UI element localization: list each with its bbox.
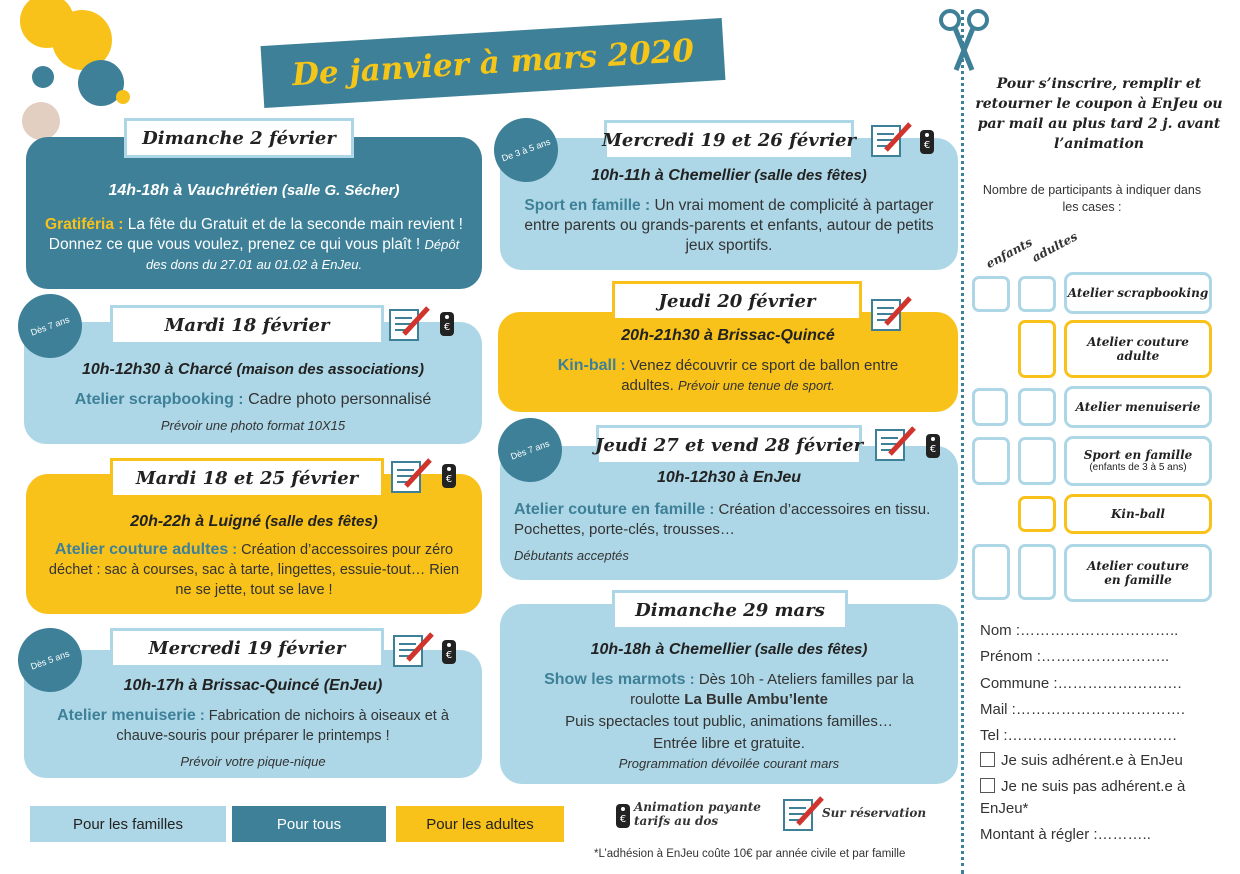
event-date: Mercredi 19 février	[110, 628, 384, 668]
event-description: La fête du Gratuit et de la seconde main revient ! Donnez ce que vous voulez, prenez ce qui vous plaît !	[48, 216, 463, 253]
event-activity: Gratiféria	[45, 216, 114, 233]
euro-tag-icon	[440, 634, 458, 666]
coupon-instructions: Nombre de participants à indiquer dans les cases :	[982, 183, 1202, 214]
legend-all: Pour tous	[232, 806, 386, 842]
event-card: 10h-17h à Brissac-Quincé (EnJeu) Atelier menuiserie : Fabrication de nichoirs à oiseaux et à chauve-souris pour préparer le printemps ! Prévoir votre pique-nique	[24, 650, 482, 778]
event-card: 20h-22h à Luigné (salle des fêtes) Atelier couture adultes : Création d’accessoires pour zéro déchet : sac à courses, sac à tarte, lingettes, essuie-tout… Rien ne se jette, tout se lave !	[26, 474, 482, 614]
tel-field[interactable]: Tel :…………………………….	[980, 727, 1177, 744]
event-card: 14h-18h à Vauchrétien (salle G. Sécher) Gratiféria : La fête du Gratuit et de la seconde main revient ! Donnez ce que vous voulez, prenez ce qui vous plaît ! Dépôt des dons du 27.01 au 01.02 à EnJeu.	[26, 137, 482, 289]
coupon-activity: Atelier couture en famille	[1064, 544, 1212, 602]
event-date: Mercredi 19 et 26 février	[604, 120, 854, 160]
legend-paid: Animation payante tarifs au dos	[634, 800, 761, 828]
event-card: 10h-12h30 à EnJeu Atelier couture en famille : Création d’accessoires en tissu. Pochettes, porte-clés, trousses… Débutants acceptés	[500, 446, 958, 580]
page-title: De janvier à mars 2020	[291, 32, 695, 94]
checkbox[interactable]	[980, 778, 995, 793]
children-count-box[interactable]	[972, 388, 1008, 426]
title-banner	[261, 18, 726, 108]
legend-families: Pour les familles	[30, 806, 226, 842]
event-date: Mardi 18 et 25 février	[110, 458, 384, 498]
decor-circle	[116, 90, 130, 104]
euro-tag-icon	[918, 124, 936, 156]
age-badge: Dès 7 ans	[489, 409, 571, 491]
age-badge: Dès 5 ans	[9, 619, 91, 701]
adults-count-box[interactable]	[1018, 320, 1056, 378]
coupon-intro: Pour s’inscrire, remplir et retourner le coupon à EnJeu ou par mail au plus tard 2 j. avant l’animation	[975, 76, 1223, 152]
reservation-icon	[872, 424, 918, 464]
svg-text:€: €	[929, 444, 937, 455]
coupon-activity: Atelier menuiserie	[1064, 386, 1212, 428]
col-adults-label: adultes	[1029, 229, 1080, 265]
age-badge: Dès 7 ans	[9, 285, 91, 367]
checkbox[interactable]	[980, 752, 995, 767]
svg-text:€: €	[619, 814, 627, 825]
member-checkbox[interactable]: Je suis adhérent.e à EnJeu	[980, 752, 1183, 769]
reservation-icon	[868, 294, 914, 334]
reservation-icon	[386, 304, 432, 344]
nonmember-checkbox[interactable]: Je ne suis pas adhérent.e à EnJeu*	[980, 778, 1186, 817]
coupon-activity: Atelier couture adulte	[1064, 320, 1212, 378]
euro-tag-icon	[438, 306, 456, 338]
event-date: Jeudi 27 et vend 28 février	[596, 425, 862, 465]
event-date: Dimanche 2 février	[124, 118, 354, 158]
event-note: Dépôt des dons du 27.01 au 01.02 à EnJeu.	[145, 237, 460, 272]
adults-count-box[interactable]	[1018, 276, 1056, 312]
firstname-field[interactable]: Prénom :……………………..	[980, 648, 1170, 665]
scissors-icon	[936, 8, 992, 72]
children-count-box[interactable]	[972, 276, 1010, 312]
children-count-box[interactable]	[972, 544, 1010, 600]
adults-count-box[interactable]	[1018, 437, 1056, 485]
age-badge: De 3 à 5 ans	[485, 109, 567, 191]
legend-reservation: Sur réservation	[822, 806, 927, 820]
coupon-activity: Kin-ball	[1064, 494, 1212, 534]
event-date: Mardi 18 février	[110, 305, 384, 345]
event-card: 10h-11h à Chemellier (salle des fêtes) Sport en famille : Un vrai moment de complicité à partager entre parents ou grands-parents et enfants, autour de petits jeux sportifs.	[500, 138, 958, 270]
event-time-place: 14h-18h à Vauchrétien	[108, 182, 278, 199]
event-card: 10h-12h30 à Charcé (maison des associations) Atelier scrapbooking : Cadre photo personnalisé Prévoir une photo format 10X15	[24, 322, 482, 444]
decor-circle	[32, 66, 54, 88]
legend-adults: Pour les adultes	[396, 806, 564, 842]
svg-text:€: €	[923, 140, 931, 151]
adults-count-box[interactable]	[1018, 388, 1056, 426]
amount-field[interactable]: Montant à régler :………..	[980, 826, 1151, 843]
adults-count-box[interactable]	[1018, 544, 1056, 600]
svg-text:€: €	[445, 474, 453, 485]
svg-text:€: €	[445, 650, 453, 661]
name-field[interactable]: Nom :…………………………..	[980, 622, 1179, 639]
cut-line	[961, 10, 964, 874]
footnote: *L’adhésion à EnJeu coûte 10€ par année civile et par famille	[594, 848, 906, 860]
mail-field[interactable]: Mail :…………………………….	[980, 701, 1186, 718]
reservation-icon	[388, 456, 434, 496]
children-count-box[interactable]	[972, 437, 1010, 485]
adults-count-box[interactable]	[1018, 496, 1056, 532]
event-card: 10h-18h à Chemellier (salle des fêtes) Show les marmots : Dès 10h - Ateliers familles par la roulotte La Bulle Ambu’lente Puis spectacles tout public, animations familles… Entrée libre et gratuite. Programmation dévoilée courant mars	[500, 604, 958, 784]
event-date: Dimanche 29 mars	[612, 590, 848, 630]
col-children-label: enfants	[983, 235, 1035, 271]
reservation-icon	[868, 120, 914, 160]
event-date: Jeudi 20 février	[612, 281, 862, 321]
event-card: 20h-21h30 à Brissac-Quincé Kin-ball : Venez découvrir ce sport de ballon entre adultes. Prévoir une tenue de sport.	[498, 312, 958, 412]
coupon-activity: Sport en famille (enfants de 3 à 5 ans)	[1064, 436, 1212, 486]
event-place-detail: (salle G. Sécher)	[281, 182, 400, 199]
svg-text:€: €	[443, 322, 451, 333]
reservation-icon	[390, 630, 436, 670]
euro-tag-icon	[440, 458, 458, 490]
commune-field[interactable]: Commune :…………………….	[980, 675, 1182, 692]
decor-circle	[22, 102, 60, 140]
coupon-activity: Atelier scrapbooking	[1064, 272, 1212, 314]
euro-tag-icon	[924, 428, 942, 460]
euro-tag-icon	[614, 798, 632, 830]
reservation-icon	[780, 794, 826, 834]
